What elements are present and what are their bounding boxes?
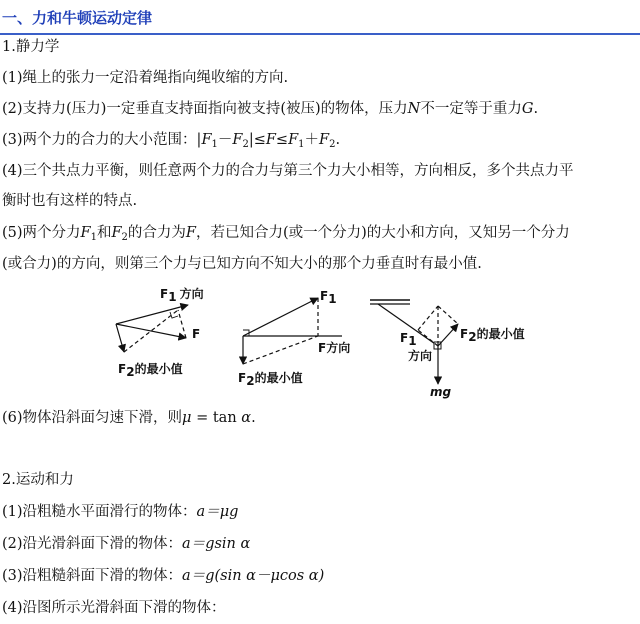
d1-f-label: F xyxy=(192,327,201,341)
d1-f1-direction-line xyxy=(116,305,188,324)
item2-text-c: . xyxy=(533,101,539,117)
section-title: 一、力和牛顿运动定律 xyxy=(2,9,153,27)
d2-f2-sym: F xyxy=(238,371,247,385)
item3-text-a: (3)两个力的合力的大小范围：| xyxy=(2,132,202,148)
item2-symbol-N: N xyxy=(407,101,421,117)
d3-f2-sym: F xyxy=(460,327,469,341)
item3-F1-sub: 1 xyxy=(211,139,218,150)
d-item1-text: (1)沿粗糙水平面滑行的物体： xyxy=(2,504,197,520)
item3-F2b-sub: 2 xyxy=(329,139,336,150)
d1-f1-dir: 方向 xyxy=(179,287,204,301)
d3-f2-text: 的最小值 xyxy=(476,327,525,341)
item3-text-d: . xyxy=(335,132,341,148)
d2-dashed-f2 xyxy=(243,336,318,364)
d1-f2-sym: F xyxy=(118,362,127,376)
statics-item-5-line2: (或合力)的方向，则第三个力与已知方向不知大小的那个力垂直时有最小值. xyxy=(2,256,482,272)
d2-f2-sub: 2 xyxy=(246,374,255,388)
d-item2-formula: a＝gsin α xyxy=(182,536,251,552)
item3-F1b: F xyxy=(288,132,299,148)
force-diagrams xyxy=(0,280,640,400)
item3-F2: F xyxy=(232,132,243,148)
d3-f1-sym: F xyxy=(400,331,409,345)
item2-symbol-G: G xyxy=(521,101,534,117)
d2-f1-arrow xyxy=(243,298,318,336)
item3-F2-sub: 2 xyxy=(242,139,249,150)
statics-item-4-line1: (4)三个共点力平衡，则任意两个力的合力与第三个力大小相等，方向相反，多个共点力平 xyxy=(2,163,574,179)
item5-F2: F xyxy=(111,225,122,241)
statics-item-1: (1)绳上的张力一定沿着绳指向绳收缩的方向. xyxy=(2,70,289,86)
d1-f2-text: 的最小值 xyxy=(134,362,183,376)
item3-text-b: |≤ xyxy=(248,132,266,148)
item5-text-a: (5)两个分力 xyxy=(2,225,81,241)
item6-end: . xyxy=(251,410,256,426)
d1-f1-label xyxy=(160,286,204,304)
d2-f1-sym: F xyxy=(320,289,329,303)
item6-alpha: α xyxy=(241,410,252,426)
d2-f1-label xyxy=(320,289,337,306)
d2-f2-label xyxy=(238,370,303,388)
d1-f2-sub: 2 xyxy=(126,365,135,379)
d1-f2-label xyxy=(118,361,183,379)
diagram-3 xyxy=(370,300,525,399)
dynamics-item-3 xyxy=(2,566,324,586)
item5-text-d: ，若已知合力(或一个分力)的大小和方向，又知另一个分力 xyxy=(195,225,570,241)
d-item3-formula: a＝g(sin α－μcos α) xyxy=(182,568,325,584)
item6-eq: = tan xyxy=(191,410,237,426)
d1-f1-sub: 1 xyxy=(168,290,177,304)
item5-F: F xyxy=(185,225,196,241)
d-item3-text: (3)沿粗糙斜面下滑的物体： xyxy=(2,568,183,584)
d3-mg-label: mg xyxy=(430,385,452,399)
d3-f1-label xyxy=(400,331,417,348)
d3-dashed-f1 xyxy=(418,330,438,346)
item3-F1b-sub: 1 xyxy=(298,139,305,150)
item5-F1: F xyxy=(80,225,91,241)
d3-f1-sub: 1 xyxy=(408,334,417,348)
item3-F1: F xyxy=(201,132,212,148)
statics-title: 1.静力学 xyxy=(2,39,60,55)
dynamics-title: 2.运动和力 xyxy=(2,472,74,488)
d1-f2-arrow xyxy=(116,324,124,352)
d1-f1-sym: F xyxy=(160,287,169,301)
statics-item-5-line1 xyxy=(2,223,570,243)
d3-f2-label xyxy=(460,326,525,344)
statics-item-2 xyxy=(2,99,538,119)
item3-F2b: F xyxy=(319,132,330,148)
d3-f2-arrow xyxy=(438,324,458,346)
d-item1-formula: a＝μg xyxy=(196,504,239,520)
dynamics-item-2 xyxy=(2,534,250,554)
item3-minus: － xyxy=(217,132,233,148)
item2-text-a: (2)支持力(压力)一定垂直支持面指向被支持(被压)的物体，压力 xyxy=(2,101,408,117)
item5-text-c: 的合力为 xyxy=(127,225,186,241)
item6-text-a: (6)物体沿斜面匀速下滑，则 xyxy=(2,410,183,426)
d3-f2-sub: 2 xyxy=(468,330,477,344)
statics-item-3 xyxy=(2,130,340,150)
item3-text-c: ≤ xyxy=(275,132,289,148)
title-underline xyxy=(0,33,640,35)
d-item2-text: (2)沿光滑斜面下滑的物体： xyxy=(2,536,183,552)
item5-text-b: 和 xyxy=(96,225,112,241)
statics-item-6 xyxy=(2,408,256,428)
item5-F1-sub: 1 xyxy=(90,232,97,243)
diagram-1 xyxy=(116,286,204,379)
d2-f-label: F方向 xyxy=(318,341,351,355)
d3-dashed-b xyxy=(438,306,458,324)
item3-F: F xyxy=(265,132,276,148)
d1-f-arrow xyxy=(116,324,186,338)
diagram-2 xyxy=(238,289,350,388)
dynamics-item-1 xyxy=(2,502,238,522)
dynamics-item-4: (4)沿图所示光滑斜面下滑的物体： xyxy=(2,600,226,616)
d1-dashed-perp xyxy=(178,310,186,338)
item2-text-b: 不一定等于重力 xyxy=(420,101,522,117)
statics-item-4-line2: 衡时也有这样的特点. xyxy=(2,193,138,209)
d3-f1-direction: 方向 xyxy=(408,349,433,363)
item6-mu: μ xyxy=(182,410,192,426)
item5-F2-sub: 2 xyxy=(121,232,128,243)
item3-plus: ＋ xyxy=(304,132,320,148)
d3-dashed-a xyxy=(418,306,438,330)
d2-f1-sub: 1 xyxy=(328,292,337,306)
d2-f2-text: 的最小值 xyxy=(254,371,303,385)
